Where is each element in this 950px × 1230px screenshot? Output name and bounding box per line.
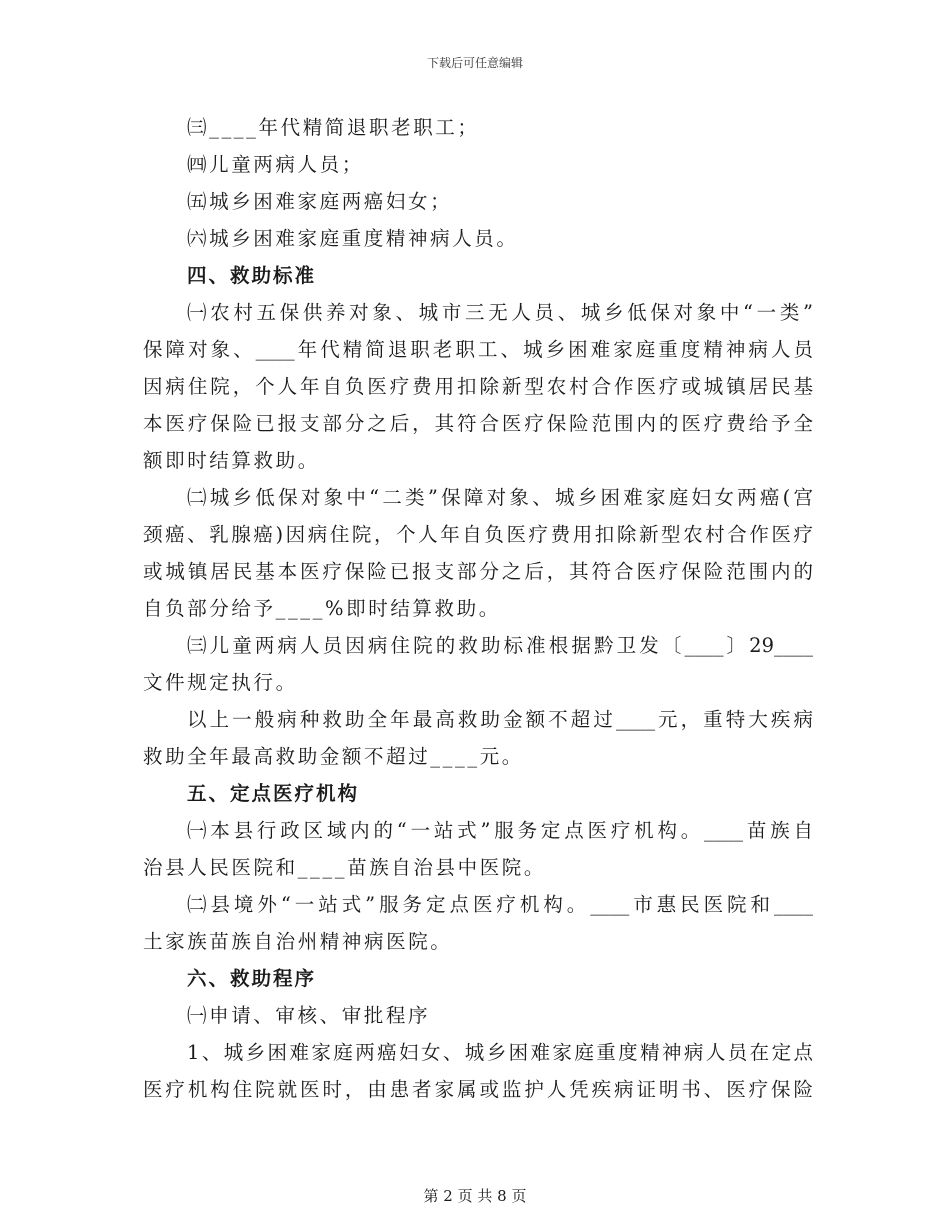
list-item-4: ㈣儿童两病人员； [187, 153, 364, 176]
paragraph-line: ㈢儿童两病人员因病住院的救助标准根据黔卫发〔____〕29____ [187, 634, 813, 657]
document-body [143, 109, 813, 1108]
subsection-heading: ㈠申请、审核、审批程序 [187, 1004, 431, 1027]
page-footer: 第 2 页 共 8 页 [423, 1187, 527, 1205]
paragraph-line: 治县人民医院和____苗族自治县中医院。 [143, 856, 547, 879]
list-item-5: ㈤城乡困难家庭两癌妇女； [187, 190, 453, 213]
paragraph-line: 颈癌、乳腺癌)因病住院，个人年自负医疗费用扣除新型农村合作医疗 [143, 523, 813, 546]
paragraph-line: 救助全年最高救助金额不超过____元。 [143, 745, 524, 768]
paragraph-line: 或城镇居民基本医疗保险已报支部分之后，其符合医疗保险范围内的 [143, 560, 813, 583]
paragraph-line: 因病住院，个人年自负医疗费用扣除新型农村合作医疗或城镇居民基 [143, 375, 813, 398]
paragraph-line: 文件规定执行。 [143, 671, 298, 694]
page-header: 下载后可任意编辑 [426, 56, 523, 70]
paragraph-line: 土家族苗族自治州精神病医院。 [143, 930, 453, 953]
section-heading-designated-institutions: 五、定点医疗机构 [187, 782, 360, 805]
paragraph-line: ㈡县境外“一站式”服务定点医疗机构。____市惠民医院和____ [187, 893, 813, 916]
section-heading-relief-standard: 四、救助标准 [187, 264, 317, 287]
paragraph-line: 自负部分给予____%即时结算救助。 [143, 597, 501, 620]
paragraph-line: 本医疗保险已报支部分之后，其符合医疗保险范围内的医疗费给予全 [143, 412, 813, 435]
paragraph-line: 保障对象、____年代精简退职老职工、城乡困难家庭重度精神病人员 [143, 338, 813, 361]
paragraph-line: ㈡城乡低保对象中“二类”保障对象、城乡困难家庭妇女两癌(宫 [187, 486, 813, 509]
paragraph-line: 额即时结算救助。 [143, 449, 320, 472]
paragraph-line: 1、城乡困难家庭两癌妇女、城乡困难家庭重度精神病人员在定点 [187, 1041, 813, 1064]
paragraph-line: ㈠农村五保供养对象、城市三无人员、城乡低保对象中“一类” [187, 301, 813, 324]
list-item-6: ㈥城乡困难家庭重度精神病人员。 [187, 227, 519, 250]
section-heading-relief-procedure: 六、救助程序 [187, 967, 317, 990]
paragraph-line: ㈠本县行政区域内的“一站式”服务定点医疗机构。____苗族自 [187, 819, 813, 842]
paragraph-line: 医疗机构住院就医时，由患者家属或监护人凭疾病证明书、医疗保险 [143, 1078, 813, 1101]
list-item-3: ㈢____年代精简退职老职工； [187, 116, 480, 139]
paragraph-line: 以上一般病种救助全年最高救助金额不超过____元，重特大疾病 [187, 708, 813, 731]
